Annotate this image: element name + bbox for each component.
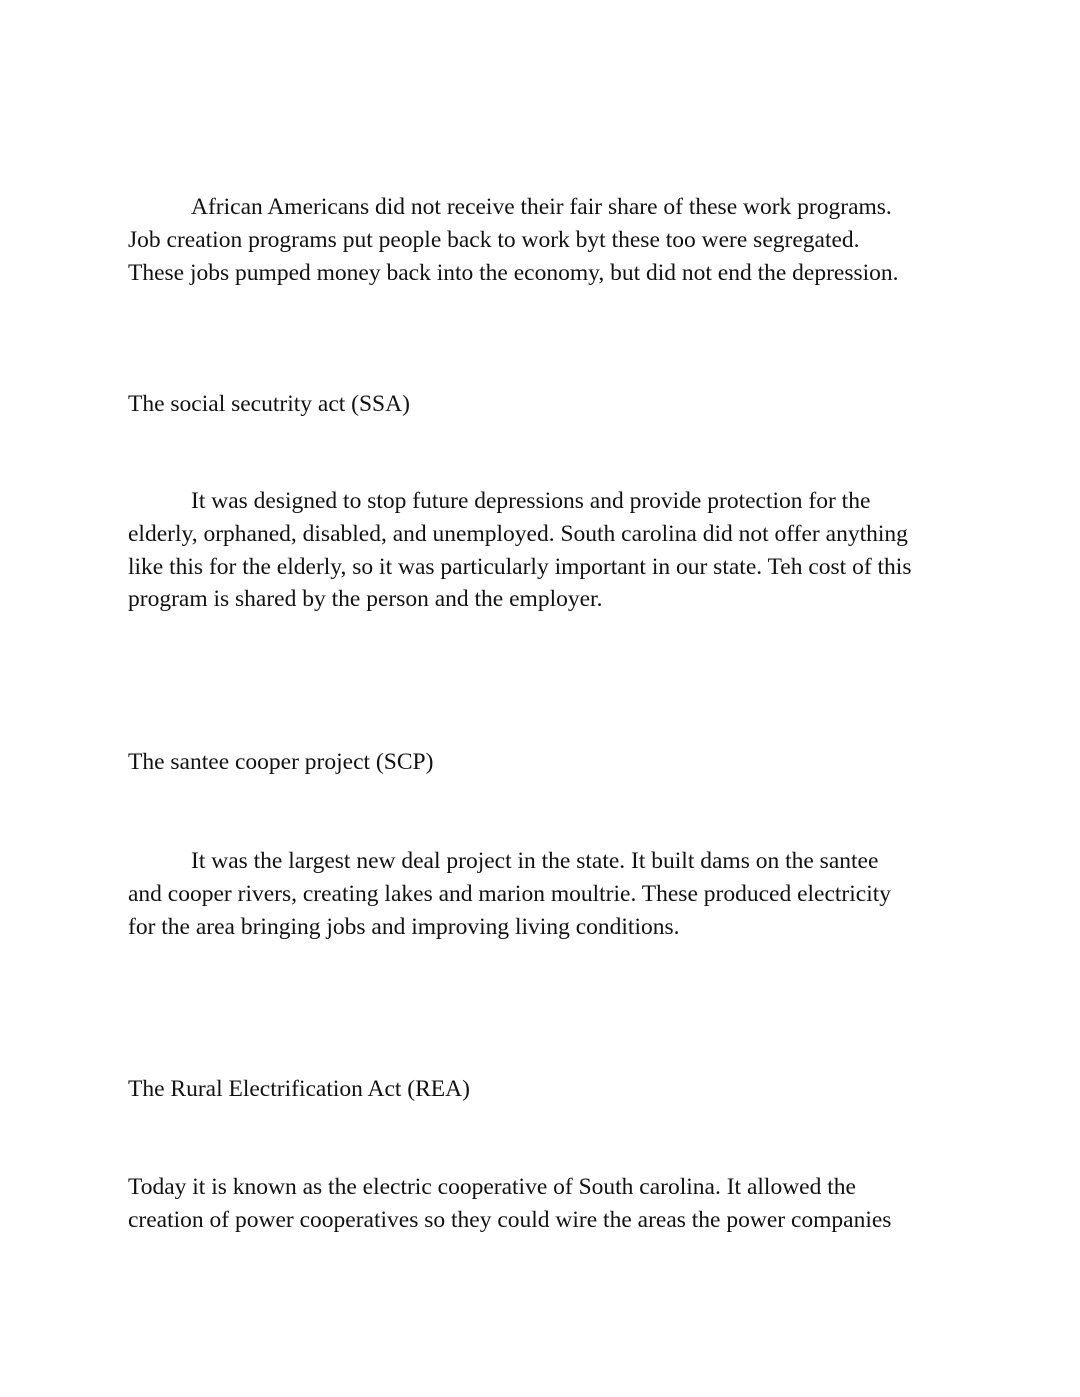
paragraph-work-programs [128, 191, 958, 289]
heading-social-security-act: The social secutrity act (SSA) [128, 391, 410, 417]
paragraph-social-security [128, 485, 958, 616]
paragraph-line: creation of power cooperatives so they could wire the areas the power companies [128, 1206, 892, 1233]
paragraph-line: elderly, orphaned, disabled, and unemployed. South carolina did not offer anything [128, 520, 908, 547]
paragraph-line: It was designed to stop future depressions and provide protection for the [191, 488, 871, 514]
paragraph-line: Job creation programs put people back to work byt these too were segregated. [128, 226, 860, 253]
heading-rural-electrification-act: The Rural Electrification Act (REA) [128, 1076, 470, 1102]
paragraph-line: like this for the elderly, so it was particularly important in our state. Teh cost of this [128, 553, 912, 580]
paragraph-rural-electrification [128, 1171, 958, 1237]
paragraph-line: program is shared by the person and the employer. [128, 586, 603, 613]
paragraph-line: for the area bringing jobs and improving living conditions. [128, 913, 680, 940]
heading-santee-cooper-project: The santee cooper project (SCP) [128, 749, 434, 775]
paragraph-line: and cooper rivers, creating lakes and marion moultrie. These produced electricity [128, 880, 892, 907]
paragraph-line: Today it is known as the electric cooperative of South carolina. It allowed the [128, 1174, 856, 1200]
paragraph-line: African Americans did not receive their fair share of these work programs. [191, 194, 892, 220]
paragraph-santee-cooper [128, 845, 958, 943]
paragraph-line: These jobs pumped money back into the economy, but did not end the depression. [128, 259, 899, 286]
paragraph-line: It was the largest new deal project in the state. It built dams on the santee [191, 848, 879, 874]
